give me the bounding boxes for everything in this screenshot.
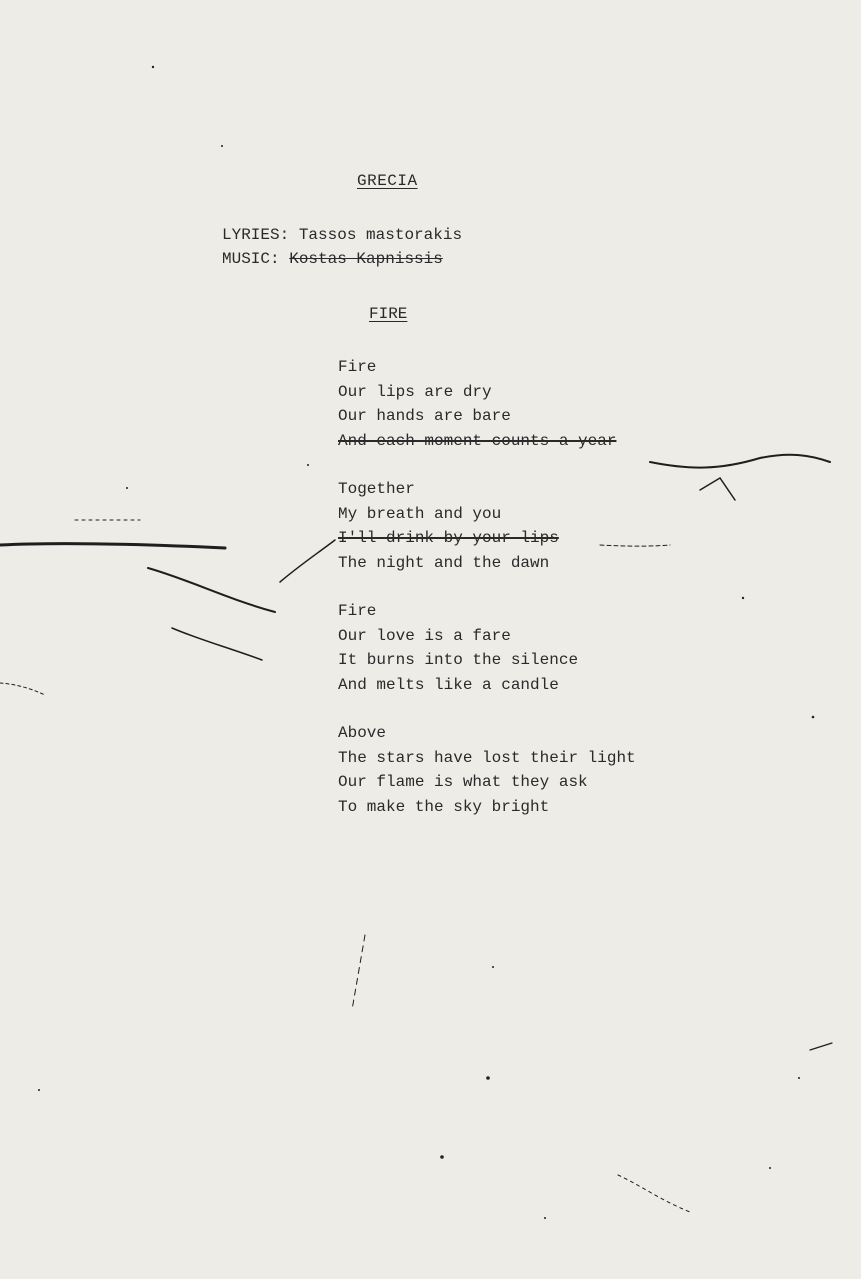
lyric-line: It burns into the silence <box>338 651 579 669</box>
song-title: FIRE <box>369 305 408 323</box>
lyrics-credit-label: LYRIES: <box>222 226 290 244</box>
lyric-line: Our flame is what they ask <box>338 773 588 791</box>
struck-lyric-line: And each moment counts a year <box>338 431 617 450</box>
lyric-line: Fire <box>338 602 377 620</box>
lyric-line: And melts like a candle <box>338 675 559 694</box>
music-credit <box>222 247 462 271</box>
lyric-line: My breath and you <box>338 504 502 523</box>
music-credit-value: Kostas Kapnissis <box>289 250 443 268</box>
lyric-line: The night and the dawn <box>338 553 550 572</box>
lyric-line: Above <box>338 724 387 742</box>
lyric-line: Fire <box>338 358 377 376</box>
stanza-3 <box>338 599 758 697</box>
lyrics-credit-value: Tassos mastorakis <box>298 226 463 244</box>
stanza-2 <box>338 477 758 575</box>
music-credit-label: MUSIC: <box>222 250 280 268</box>
lyrics-credit <box>222 223 462 247</box>
lyrics-body <box>338 355 758 843</box>
credits-block <box>222 223 462 271</box>
document-title: GRECIA <box>357 172 418 190</box>
lyric-line: The stars have lost their light <box>338 748 636 767</box>
lyric-line: To make the sky bright <box>338 797 550 816</box>
lyric-line: Together <box>338 480 415 498</box>
stanza-1 <box>338 355 758 453</box>
lyric-line: Our love is a fare <box>338 626 511 645</box>
lyric-line: Our hands are bare <box>338 407 511 425</box>
lyric-line: Our lips are dry <box>338 382 492 401</box>
struck-lyric-line: I'll drink by your lips <box>338 529 559 547</box>
stanza-4 <box>338 721 758 819</box>
